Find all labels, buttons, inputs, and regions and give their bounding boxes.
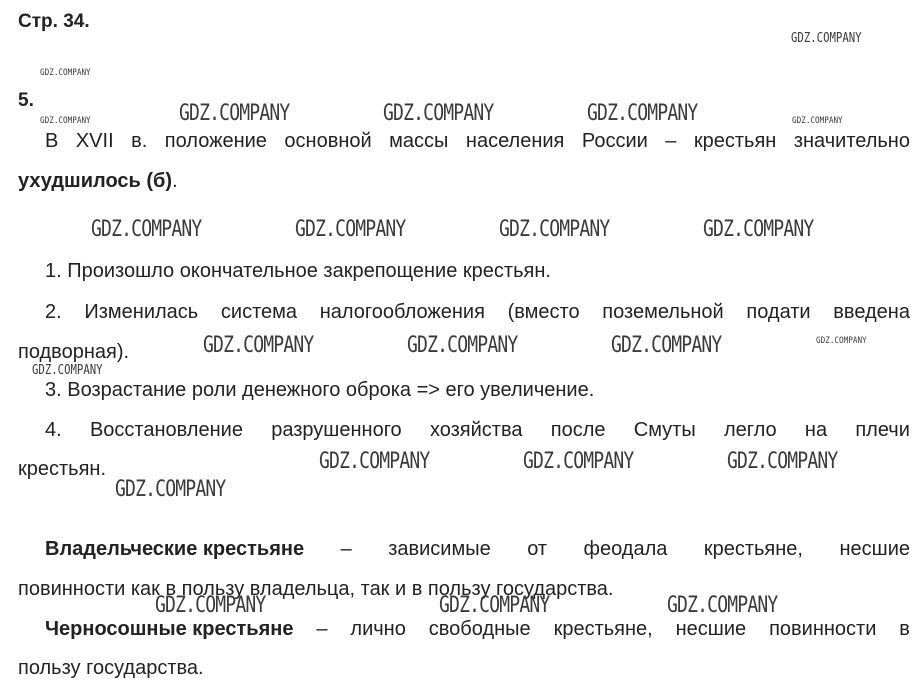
watermark: GDZ.COMPANY <box>383 101 494 126</box>
watermark: GDZ.COMPANY <box>40 116 91 126</box>
answer-bold: ухудшилось (б) <box>18 170 173 192</box>
owner-term: Владельческие крестьяне <box>45 538 305 560</box>
watermark: GDZ.COMPANY <box>587 101 698 126</box>
word: – <box>340 538 352 560</box>
watermark: GDZ.COMPANY <box>32 363 103 378</box>
watermark: GDZ.COMPANY <box>439 593 550 618</box>
watermark: GDZ.COMPANY <box>792 116 843 126</box>
watermark: GDZ.COMPANY <box>667 593 778 618</box>
watermark: GDZ.COMPANY <box>40 68 91 78</box>
watermark: GDZ.COMPANY <box>115 477 226 502</box>
watermark: GDZ.COMPANY <box>179 101 290 126</box>
watermark: GDZ.COMPANY <box>155 593 266 618</box>
word: положение <box>164 130 267 152</box>
word: в. <box>131 130 148 152</box>
word: свободные <box>428 618 531 640</box>
watermark: GDZ.COMPANY <box>816 336 867 346</box>
watermark: GDZ.COMPANY <box>319 449 430 474</box>
word: населения <box>465 130 565 152</box>
word: несшие <box>839 538 910 560</box>
black-term: Черносошные крестьяне <box>45 618 294 640</box>
word: крестьян <box>693 130 777 152</box>
word: крестьяне, <box>703 538 803 560</box>
word: – <box>665 130 677 152</box>
word: введена <box>833 301 910 323</box>
word: (вместо <box>507 301 580 323</box>
watermark: GDZ.COMPANY <box>611 333 722 358</box>
owner-definition-line-1 <box>18 537 910 561</box>
word: повинности <box>769 618 877 640</box>
watermark: GDZ.COMPANY <box>727 449 838 474</box>
word: подати <box>746 301 811 323</box>
watermark: GDZ.COMPANY <box>499 217 610 242</box>
word: разрушенного <box>271 419 402 441</box>
intro-line-1 <box>18 129 910 153</box>
word: система <box>220 301 298 323</box>
word: хозяйства <box>429 419 523 441</box>
watermark: GDZ.COMPANY <box>791 31 862 46</box>
word: плечи <box>855 419 910 441</box>
word: основной <box>284 130 372 152</box>
reason-4-line-2: крестьян. <box>18 458 107 480</box>
reason-3: 3. Возрастание роли денежного оброка => его увеличение. <box>45 379 595 401</box>
reason-2-line-1 <box>18 300 910 324</box>
intro-line-2 <box>18 169 910 193</box>
word: лично <box>350 618 406 640</box>
word: после <box>550 419 606 441</box>
watermark: GDZ.COMPANY <box>91 217 202 242</box>
word: поземельной <box>602 301 724 323</box>
word: крестьяне, <box>553 618 653 640</box>
watermark: GDZ.COMPANY <box>295 217 406 242</box>
word: Смуты <box>633 419 696 441</box>
reason-2-line-2: подворная). <box>18 341 130 363</box>
owner-definition-line-2: повинности как в пользу владельца, так и в пользу государства. <box>18 578 614 600</box>
word: 4. <box>45 419 62 441</box>
word: от <box>527 538 548 560</box>
task-number: 5. <box>18 90 34 111</box>
word: массы <box>389 130 449 152</box>
word: В <box>45 130 59 152</box>
word: 2. <box>45 301 62 323</box>
word: Восстановление <box>89 419 243 441</box>
black-definition-line-2: пользу государства. <box>18 657 204 679</box>
page-header: Стр. 34. <box>18 11 90 32</box>
word: – <box>316 618 328 640</box>
word: значительно <box>793 130 910 152</box>
watermark: GDZ.COMPANY <box>407 333 518 358</box>
word: России <box>581 130 648 152</box>
word: феодала <box>583 538 668 560</box>
word: XVII <box>75 130 114 152</box>
word: Изменилась <box>84 301 199 323</box>
watermark: GDZ.COMPANY <box>523 449 634 474</box>
word: в <box>899 618 910 640</box>
answer-tail: . <box>172 170 178 192</box>
watermark: GDZ.COMPANY <box>203 333 314 358</box>
word: легло <box>723 419 777 441</box>
watermark: GDZ.COMPANY <box>703 217 814 242</box>
word: зависимые <box>388 538 491 560</box>
black-definition-line-1 <box>18 617 910 641</box>
word: налогообложения <box>319 301 485 323</box>
reason-1: 1. Произошло окончательное закрепощение крестьян. <box>45 260 551 282</box>
word: на <box>804 419 828 441</box>
reason-4-line-1 <box>18 418 910 442</box>
word: несшие <box>675 618 747 640</box>
